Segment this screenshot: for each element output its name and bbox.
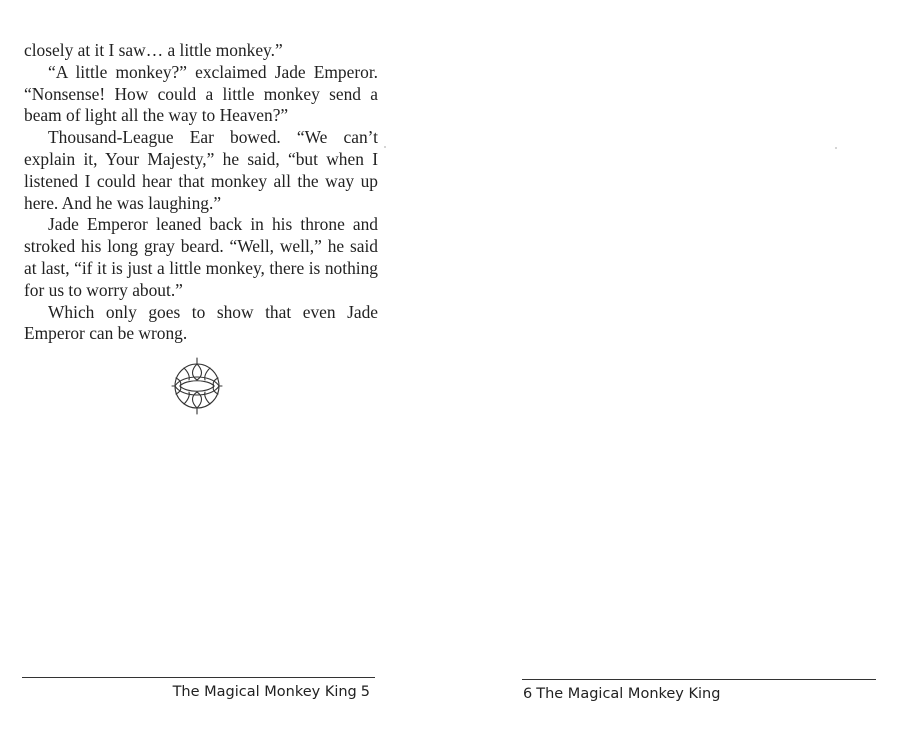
paragraph-1: closely at it I saw… a little monkey.” <box>24 40 283 60</box>
paragraph-2: “A little monkey?” exclaimed Jade Emperor. “Nonsense! How could a little monkey send a beam of light all the way to Heaven?” <box>24 61 378 126</box>
paper-speck <box>384 146 386 148</box>
page-number: 6 <box>523 686 533 702</box>
paragraph-4: Jade Emperor leaned back in his throne and stroked his long gray beard. “Well, well,” he said at last, “if it is just a little monkey, there is nothing for us to worry about.” <box>24 214 378 300</box>
paper-speck <box>835 147 837 149</box>
footer-rule <box>22 677 375 678</box>
page-footer <box>173 684 374 700</box>
story-text <box>24 40 378 345</box>
floral-ornament-icon <box>168 356 226 416</box>
paragraph-3: Thousand-League Ear bowed. “We can’t explain it, Your Majesty,” he said, “but when I listened I could hear that monkey all the way up here. And he was laughing.” <box>24 127 378 213</box>
footer-rule <box>522 679 876 680</box>
running-title: The Magical Monkey King <box>536 686 721 702</box>
running-title: The Magical Monkey King <box>172 684 357 700</box>
right-page <box>450 0 900 731</box>
page-number: 5 <box>360 684 370 700</box>
paragraph-5: Which only goes to show that even Jade Emperor can be wrong. <box>24 301 378 344</box>
page-footer <box>523 686 720 702</box>
